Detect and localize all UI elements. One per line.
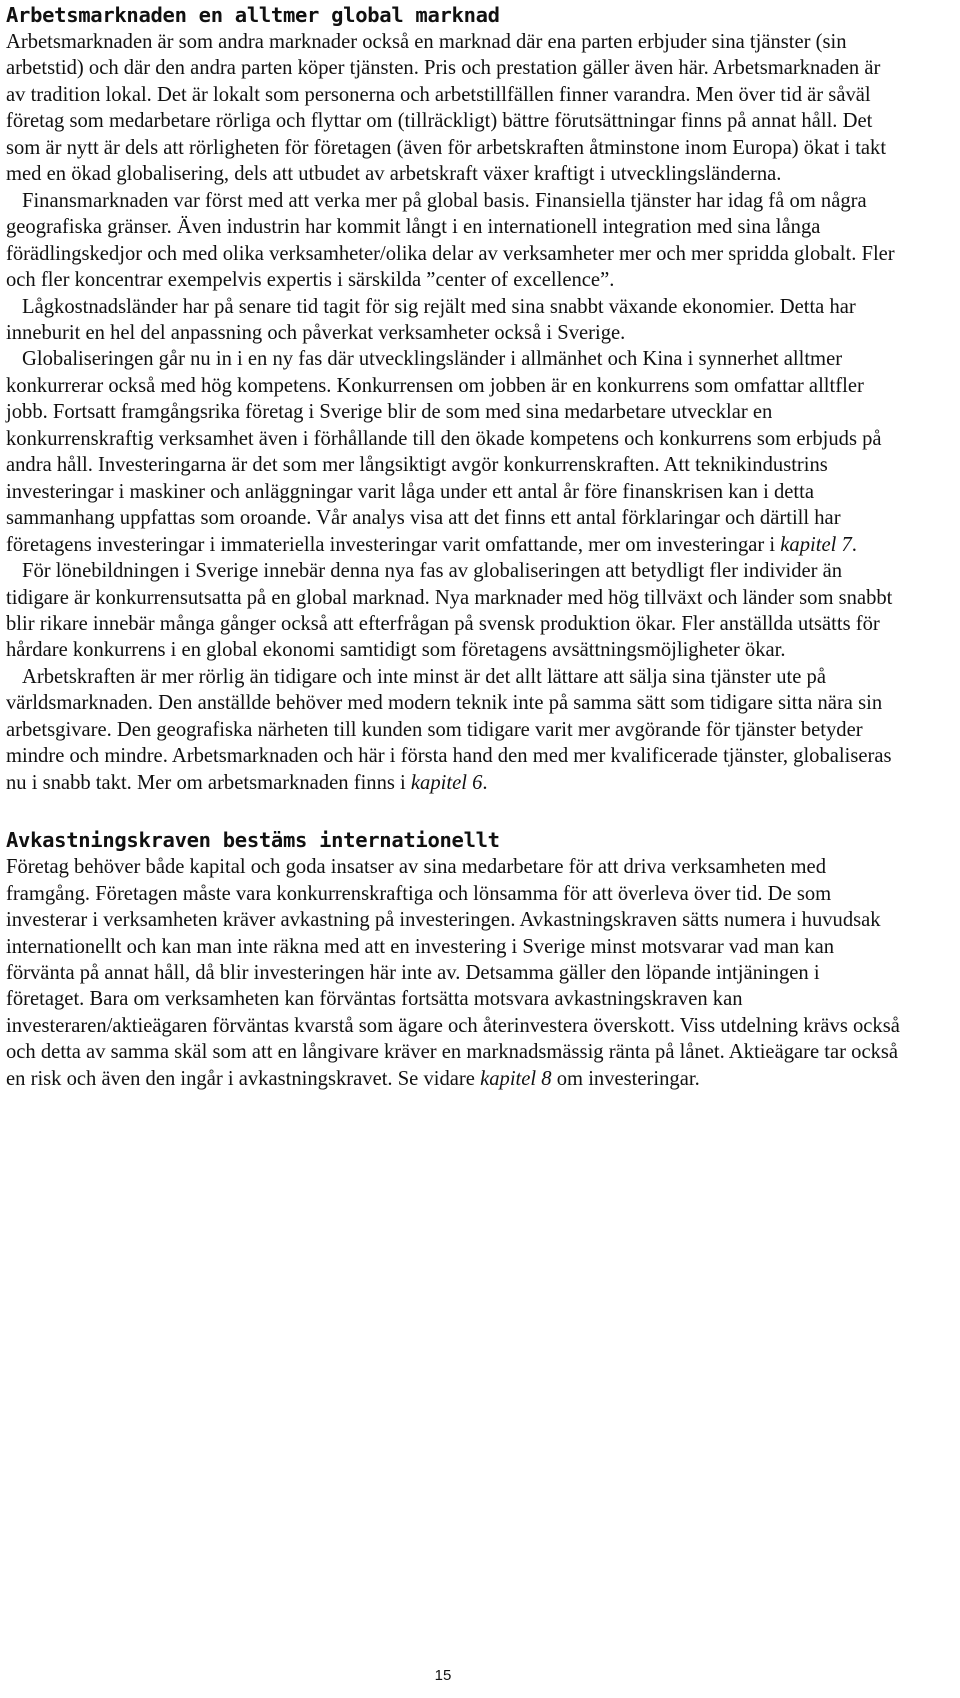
page-number: 15 xyxy=(434,1667,452,1684)
section-heading-return-requirements: Avkastningskraven bestäms internationellt xyxy=(6,828,500,853)
paragraph-7-end: om investeringar. xyxy=(551,1067,700,1090)
paragraph-6-text: Arbetskraften är mer rörlig än tidigare och inte minst är det allt lättare att sälja sina tjänster ute på världsmarknaden. Den anställde behöver med modern teknik inte på samma sätt som tidigare sitta nära sin arbetsgivare. Den geografiska närheten till kunden som tidigare varit mer avgörande för tjänster betyder mindre och mindre. Arbetsmarknaden och här i första hand den med mer kvalificerade tjänster, globaliseras nu i snabb takt. Mer om arbetsmarknaden finns i xyxy=(6,665,892,794)
paragraph-5: För lönebildningen i Sverige innebär denna nya fas av globaliseringen att betydligt fler individer än tidigare är konkurrensutsatta på en global marknad. Nya marknader med hög tillväxt och länder som snabbt blir rikare innebär många gånger också att efterfrågan på svensk produktion ökar. Fler anställda utsätts för hårdare konkurrens i en global ekonomi samtidigt som företagens avsättningsmöjligheter ökar. xyxy=(6,560,893,662)
paragraph-3: Lågkostnadsländer har på senare tid tagit för sig rejält med sina snabbt växande ekonomier. Detta har inneburit en hel del anpassning och påverkat verksamheter också i Sverige. xyxy=(6,295,856,344)
paragraph-4-text: Globaliseringen går nu in i en ny fas där utvecklingsländer i allmänhet och Kina i synnerhet alltmer konkurrerar också med hög kompetens. Konkurrensen om jobben är en konkurrens som omfattar alltfler jobb. Fortsatt framgångsrika företag i Sverige blir de som med sina medarbetare utvecklar en konkurrenskraftig verksamhet även i förhållande till den ökade kompetens och konkurrens som erbjuds på andra håll. Investeringarna är det som mer långsiktigt avgör konkurrenskraften. Att teknikindustrins investeringar i maskiner och anläggningar varit låga under ett antal år före finanskrisen kan i detta sammanhang uppfattas som oroande. Vår analys visa att det finns ett antal förklaringar och därtill har företagens investeringar i immateriella investeringar varit omfattande, mer om investeringar i xyxy=(6,348,882,556)
chapter-reference-7: kapitel 7 xyxy=(780,533,852,556)
document-page xyxy=(6,0,902,1092)
section-heading-global-labour-market: Arbetsmarknaden en alltmer global marknad xyxy=(6,3,500,27)
chapter-reference-6: kapitel 6 xyxy=(410,771,483,794)
chapter-reference-8: kapitel 8 xyxy=(480,1067,552,1090)
paragraph-7 xyxy=(6,854,902,1092)
paragraph-2: Finansmarknaden var först med att verka mer på global basis. Finansiella tjänster har idag få om några geografiska gränser. Även industrin har kommit långt i en internationell integration med sina långa förädlingskedjor och med olika verksamheter/olika delar av verksamheter mer och mer spridda globalt. Fler och fler koncentrar exempelvis expertis i särskilda ”center of excellence”. xyxy=(6,189,895,292)
paragraph-1: Arbetsmarknaden är som andra marknader också en marknad där ena parten erbjuder sina tjänster (sin arbetstid) och där den andra parten köper tjänsten. Pris och prestation gäller även här. Arbetsmarknaden är av tradition lokal. Det är lokalt som personerna och arbetstillfällen finner varandra. Men över tid är såväl företag som medarbetare rörliga och flyttar om (tillräckligt) bättre förutsättningar finns på annat håll. Det som är nytt är dels att rörligheten för företagen (även för arbetskraften åtminstone inom Europa) ökat i takt med en ökad globalisering, dels att utbudet av arbetskraft växer kraftigt i utvecklingsländerna. xyxy=(6,31,887,186)
paragraph-4 xyxy=(6,346,902,558)
paragraph-6 xyxy=(6,664,902,796)
paragraph-7-text: Företag behöver både kapital och goda insatser av sina medarbetare för att driva verksamheten med framgång. Företagen måste vara konkurrenskraftiga och lönsamma för att överleva över tid. De som investerar i verksamheten kräver avkastning på investeringen. Avkastningskraven sätts numera i huvudsak internationellt och kan man inte räkna med att en investering i Sverige minst motsvarar vad man kan förvänta på annat håll, då blir investeringen här inte av. Detsamma gäller den löpande intjäningen i företaget. Bara om verksamheten kan förväntas fortsätta motsvara avkastningskraven kan investeraren/aktieägaren förväntas kvarstå som ägare och återinvestera överskott. Viss utdelning krävs också och detta av samma skäl som att en långivare kräver en marknadsmässig ränta på lånet. Aktieägare tar också en risk och även den ingår i avkastningskravet. Se vidare xyxy=(6,856,900,1090)
paragraph-6-end: . xyxy=(482,771,488,794)
paragraph-4-end: . xyxy=(851,533,857,556)
